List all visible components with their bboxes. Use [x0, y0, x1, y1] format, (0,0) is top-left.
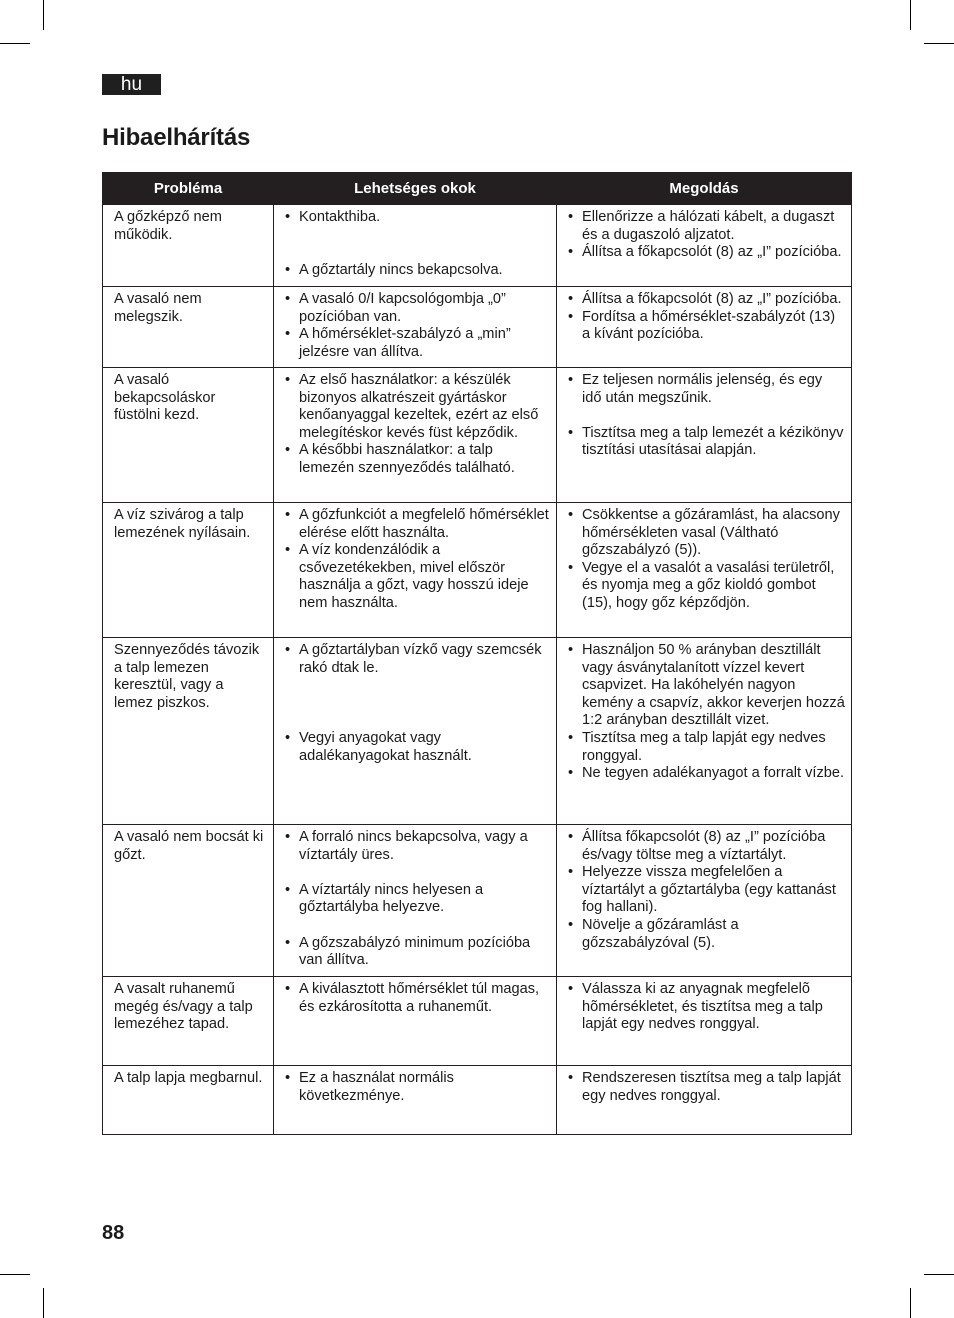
problem-cell: A talp lapja megbarnul.	[103, 1066, 274, 1135]
column-header-causes: Lehetséges okok	[274, 173, 557, 205]
problem-cell: A gőzképző nem működik.	[103, 205, 274, 287]
problem-cell: A vasaló nem bocsát ki gőzt.	[103, 825, 274, 977]
page-title: Hibaelhárítás	[102, 124, 251, 151]
page-number: 88	[102, 1222, 125, 1244]
solution-cell	[557, 503, 852, 638]
solution-cell	[557, 977, 852, 1066]
problem-cell: A víz szivárog a talp lemezének nyílásain.	[103, 503, 274, 638]
solution-item: • Csökkentse a gőzáramlást, ha alacsony hőmérsékleten vasal (Váltható gőzszabályzó (5)).	[567, 507, 845, 560]
cause-item: • Vegyi anyagokat vagy adalékanyagokat használt.	[284, 730, 550, 765]
solution-cell	[557, 825, 852, 977]
cause-item: • A vasaló 0/I kapcsológombja „0” pozícióban van.	[284, 291, 550, 326]
solution-cell	[557, 205, 852, 287]
column-header-problem: Probléma	[103, 173, 274, 205]
solution-item: • Ellenőrizze a hálózati kábelt, a dugaszt és a dugaszoló aljzatot.	[567, 209, 845, 244]
table-row	[103, 638, 852, 825]
causes-cell	[274, 205, 557, 287]
solution-item: • Tisztítsa meg a talp lapját egy nedves ronggyal.	[567, 730, 845, 765]
solution-item: • Használjon 50 % arányban desztillált vagy ásványtalanított vízzel kevert csapvizet. Ha lakóhelyén nagyon kemény a csapvíz, akkor keverjen hozzá 1:2 arányban desztillált vizet.	[567, 642, 845, 730]
causes-cell	[274, 638, 557, 825]
table-row	[103, 503, 852, 638]
cause-item: • A gőzszabályzó minimum pozícióba van állítva.	[284, 935, 550, 970]
problem-cell: A vasalt ruhanemű megég és/vagy a talp lemezéhez tapad.	[103, 977, 274, 1066]
solution-cell	[557, 287, 852, 368]
cause-item: • A gőztartályban vízkő vagy szemcsék rakó dtak le.	[284, 642, 550, 677]
causes-cell	[274, 287, 557, 368]
solution-item: • Rendszeresen tisztítsa meg a talp lapját egy nedves ronggyal.	[567, 1070, 845, 1105]
crop-mark	[0, 1274, 30, 1275]
problem-cell: A vasaló nem melegszik.	[103, 287, 274, 368]
cause-item: • Ez a használat normális következménye.	[284, 1070, 550, 1105]
cause-item: • A későbbi használatkor: a talp lemezén szennyeződés található.	[284, 442, 550, 477]
crop-mark	[924, 43, 954, 44]
solution-item: • Helyezze vissza megfelelően a víztartályt a gőztartályba (egy kattanást fog hallani).	[567, 864, 845, 917]
crop-mark	[910, 1288, 911, 1318]
solution-item: • Állítsa főkapcsolót (8) az „I” pozícióba és/vagy töltse meg a víztartályt.	[567, 829, 845, 864]
solution-item: • Állítsa a főkapcsolót (8) az „I” pozícióba.	[567, 291, 845, 309]
crop-mark	[43, 0, 44, 30]
language-tab: hu	[102, 74, 161, 95]
causes-cell	[274, 1066, 557, 1135]
table-header-row	[103, 173, 852, 205]
solution-cell	[557, 1066, 852, 1135]
crop-mark	[0, 43, 30, 44]
solution-item: • Tisztítsa meg a talp lemezét a kézikönyv tisztítási utasításai alapján.	[567, 425, 845, 460]
cause-item: • A hőmérséklet-szabályzó a „min” jelzésre van állítva.	[284, 326, 550, 361]
cause-item: • Az első használatkor: a készülék bizonyos alkatrészeit gyártáskor kenőanyaggal kezeltek, ezért az első melegítéskor kevés füst képződik.	[284, 372, 550, 442]
solution-item: • Fordítsa a hőmérséklet-szabályzót (13) a kívánt pozícióba.	[567, 309, 845, 344]
solution-item: • Állítsa a főkapcsolót (8) az „I” pozícióba.	[567, 244, 845, 262]
table-row	[103, 205, 852, 287]
solution-cell	[557, 638, 852, 825]
cause-item: • A gőztartály nincs bekapcsolva.	[284, 262, 550, 280]
problem-cell: A vasaló bekapcsoláskor füstölni kezd.	[103, 368, 274, 503]
cause-item: • A víz kondenzálódik a csővezetékekben, mivel először használja a gőzt, vagy hosszú ideje nem használta.	[284, 542, 550, 612]
solution-item: • Növelje a gőzáramlást a gőzszabályzóval (5).	[567, 917, 845, 952]
table-row	[103, 1066, 852, 1135]
solution-item: • Ne tegyen adalékanyagot a forralt vízbe.	[567, 765, 845, 783]
troubleshooting-table	[102, 172, 852, 1135]
solution-item: • Vegye el a vasalót a vasalási területről, és nyomja meg a gőz kioldó gombot (15), hogy gőz képződjön.	[567, 560, 845, 613]
solution-item: • Válassza ki az anyagnak megfelelõ hõmérsékletet, és tisztítsa meg a talp lapját egy nedves ronggyal.	[567, 981, 845, 1034]
table-row	[103, 368, 852, 503]
cause-item: • Kontakthiba.	[284, 209, 550, 227]
table-row	[103, 825, 852, 977]
causes-cell	[274, 977, 557, 1066]
cause-item: • A víztartály nincs helyesen a gőztartályba helyezve.	[284, 882, 550, 917]
cause-item: • A gőzfunkciót a megfelelő hőmérséklet elérése előtt használta.	[284, 507, 550, 542]
crop-mark	[43, 1288, 44, 1318]
table-row	[103, 287, 852, 368]
cause-item: • A kiválasztott hőmérséklet túl magas, és ezkárosította a ruhaneműt.	[284, 981, 550, 1016]
causes-cell	[274, 825, 557, 977]
solution-item: • Ez teljesen normális jelenség, és egy idő után megszűnik.	[567, 372, 845, 407]
crop-mark	[910, 0, 911, 30]
crop-mark	[924, 1274, 954, 1275]
table-row	[103, 977, 852, 1066]
causes-cell	[274, 368, 557, 503]
cause-item: • A forraló nincs bekapcsolva, vagy a víztartály üres.	[284, 829, 550, 864]
problem-cell: Szennyeződés távozik a talp lemezen keresztül, vagy a lemez piszkos.	[103, 638, 274, 825]
causes-cell	[274, 503, 557, 638]
column-header-solution: Megoldás	[557, 173, 852, 205]
solution-cell	[557, 368, 852, 503]
